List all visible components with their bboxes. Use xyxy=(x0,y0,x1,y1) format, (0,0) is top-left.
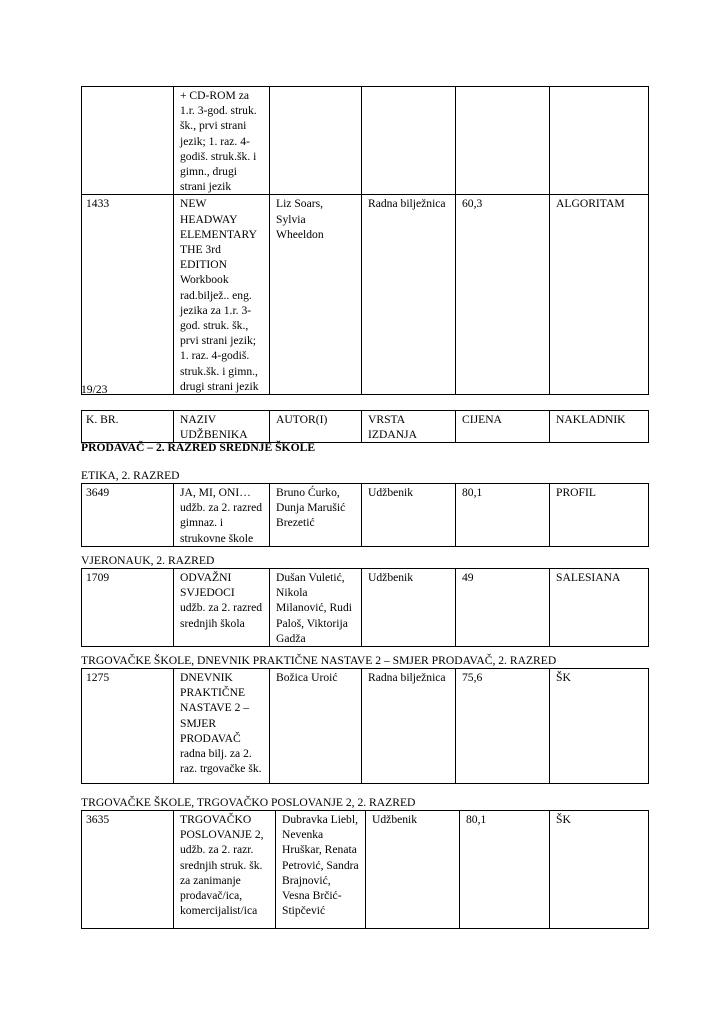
kbr-cell: 3635 xyxy=(82,811,174,929)
group-title: TRGOVAČKE ŠKOLE, TRGOVAČKO POSLOVANJE 2, 2. RAZRED xyxy=(81,796,416,809)
cijena-cell: 49 xyxy=(456,569,550,647)
autor-cell: Bruno Ćurko, Dunja Marušić Brezetić xyxy=(270,484,362,547)
autor-cell: Dubravka Liebl, Nevenka Hruškar, Renata Petrović, Sandra Brajnović, Vesna Brčić-Stipčević xyxy=(276,811,366,929)
table-header-row xyxy=(82,411,649,443)
nakladnik-cell: ALGORITAM xyxy=(550,195,649,395)
table-row xyxy=(82,669,649,784)
group-table xyxy=(81,810,649,929)
group-title: VJERONAUK, 2. RAZRED xyxy=(81,554,215,567)
naziv-cell: ODVAŽNI SVJEDOCI udžb. za 2. razred srednjih škola xyxy=(174,569,270,647)
cijena-cell: 75,6 xyxy=(456,669,550,784)
header-vrsta: VRSTA IZDANJA xyxy=(362,411,456,443)
kbr-cell: 3649 xyxy=(82,484,174,547)
autor-cell xyxy=(270,87,362,195)
nakladnik-cell: ŠK xyxy=(550,811,649,929)
page-number: 19/23 xyxy=(81,383,108,396)
table-row xyxy=(82,569,649,647)
kbr-cell: 1433 xyxy=(82,195,174,395)
table-row xyxy=(82,195,649,395)
group-table xyxy=(81,483,649,547)
group-title: ETIKA, 2. RAZRED xyxy=(81,469,180,482)
vrsta-cell xyxy=(362,87,456,195)
header-table xyxy=(81,410,649,443)
header-autor: AUTOR(I) xyxy=(270,411,362,443)
cijena-cell: 60,3 xyxy=(456,195,550,395)
continued-table xyxy=(81,86,649,395)
table-row xyxy=(82,811,649,929)
section-title: PRODAVAČ – 2. RAZRED SREDNJE ŠKOLE xyxy=(81,441,316,454)
naziv-cell: TRGOVAČKO POSLOVANJE 2, udžb. za 2. razr. srednjih struk. šk. za zanimanje prodavač/ica, komercijalist/ica xyxy=(174,811,276,929)
kbr-cell: 1275 xyxy=(82,669,174,784)
autor-cell: Dušan Vuletić, Nikola Milanović, Rudi Paloš, Viktorija Gadža xyxy=(270,569,362,647)
group-title: TRGOVAČKE ŠKOLE, DNEVNIK PRAKTIČNE NASTAVE 2 – SMJER PRODAVAČ, 2. RAZRED xyxy=(81,654,557,667)
group-table xyxy=(81,568,649,647)
vrsta-cell: Udžbenik xyxy=(362,484,456,547)
header-cijena: CIJENA xyxy=(456,411,550,443)
naziv-cell: + CD-ROM za 1.r. 3-god. struk. šk., prvi strani jezik; 1. raz. 4-godiš. struk.šk. i gimn., drugi strani jezik xyxy=(174,87,270,195)
naziv-cell: NEW HEADWAY ELEMENTARY THE 3rd EDITION Workbook rad.biljež.. eng. jezika za 1.r. 3-god. struk. šk., prvi strani jezik; 1. raz. 4-godiš. struk.šk. i gimn., drugi strani jezik xyxy=(174,195,270,395)
group-table xyxy=(81,668,649,784)
nakladnik-cell: PROFIL xyxy=(550,484,649,547)
header-nakladnik: NAKLADNIK xyxy=(550,411,649,443)
cijena-cell: 80,1 xyxy=(456,484,550,547)
cijena-cell xyxy=(456,87,550,195)
kbr-cell xyxy=(82,87,174,195)
table-row xyxy=(82,87,649,195)
vrsta-cell: Radna bilježnica xyxy=(362,669,456,784)
naziv-cell: JA, MI, ONI… udžb. za 2. razred gimnaz. i strukovne škole xyxy=(174,484,270,547)
header-kbr: K. BR. xyxy=(82,411,174,443)
header-naziv: NAZIV UDŽBENIKA xyxy=(174,411,270,443)
nakladnik-cell: SALESIANA xyxy=(550,569,649,647)
table-row xyxy=(82,484,649,547)
kbr-cell: 1709 xyxy=(82,569,174,647)
vrsta-cell: Udžbenik xyxy=(366,811,460,929)
vrsta-cell: Radna bilježnica xyxy=(362,195,456,395)
autor-cell: Liz Soars, Sylvia Wheeldon xyxy=(270,195,362,395)
cijena-cell: 80,1 xyxy=(460,811,550,929)
vrsta-cell: Udžbenik xyxy=(362,569,456,647)
nakladnik-cell: ŠK xyxy=(550,669,649,784)
autor-cell: Božica Uroić xyxy=(270,669,362,784)
nakladnik-cell xyxy=(550,87,649,195)
naziv-cell: DNEVNIK PRAKTIČNE NASTAVE 2 – SMJER PRODAVAČ radna bilj. za 2. raz. trgovačke šk. xyxy=(174,669,270,784)
